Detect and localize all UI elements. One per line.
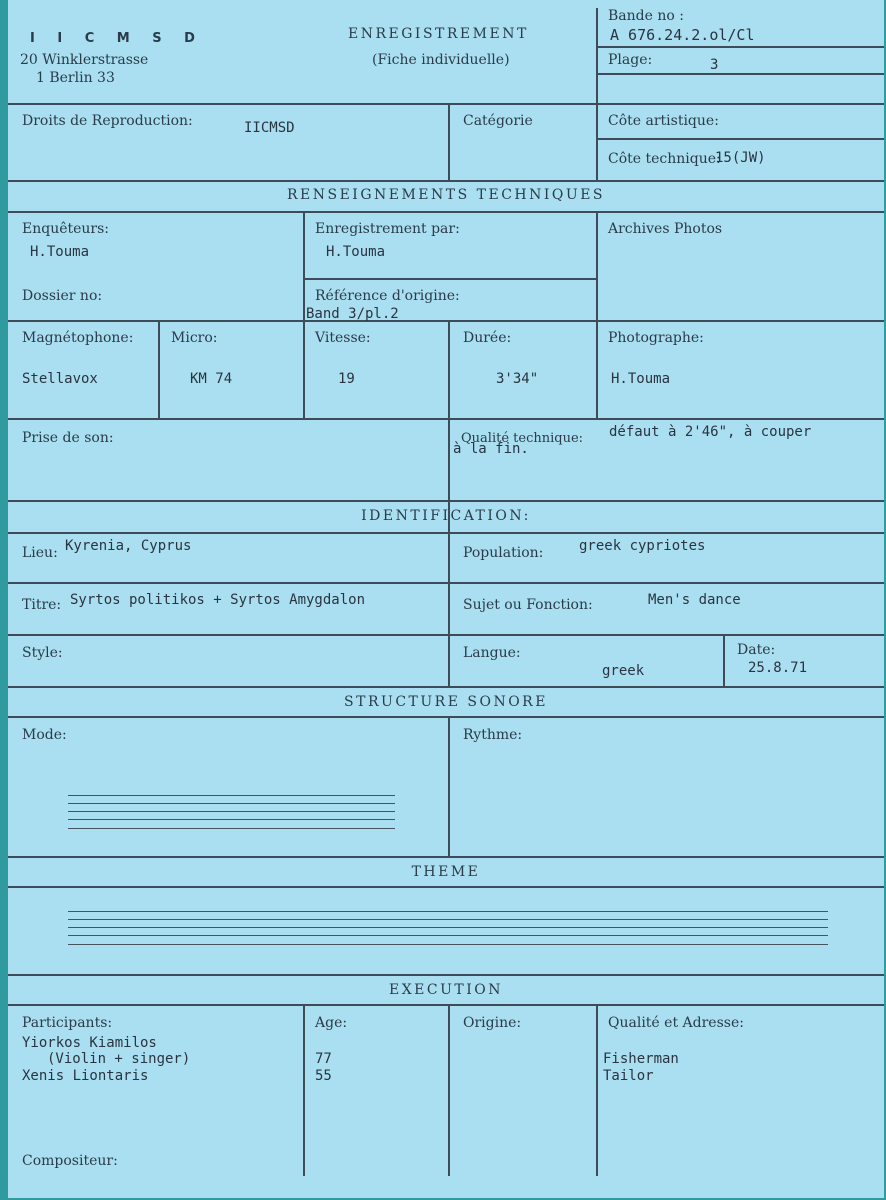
participant-age: 55	[315, 1068, 332, 1084]
rule	[448, 716, 450, 856]
org-name: I I C M S D	[30, 31, 204, 46]
participant-name: Yiorkos Kiamilos	[22, 1035, 157, 1051]
rule	[303, 278, 596, 280]
langue-value: greek	[602, 663, 645, 679]
form-title: ENREGISTREMENT	[348, 26, 529, 42]
lieu-value: Kyrenia, Cyprus	[65, 538, 192, 554]
enqueteurs-value: H.Touma	[30, 244, 90, 260]
rule	[8, 103, 884, 105]
reference-label: Référence d'origine:	[315, 288, 460, 304]
form-subtitle: (Fiche individuelle)	[372, 52, 510, 68]
participant-qualite: Fisherman	[603, 1051, 679, 1067]
rule	[596, 103, 598, 180]
address-line-1: 20 Winklerstrasse	[20, 52, 149, 68]
rule	[8, 320, 884, 322]
record-card	[8, 0, 884, 1198]
rule	[448, 418, 450, 686]
micro-value: KM 74	[190, 371, 233, 387]
date-value: 25.8.71	[748, 660, 808, 676]
sujet-label: Sujet ou Fonction:	[463, 597, 593, 613]
qualite-adresse-label: Qualité et Adresse:	[608, 1015, 744, 1031]
duree-label: Durée:	[463, 330, 512, 346]
compositeur-label: Compositeur:	[22, 1153, 118, 1169]
rule	[8, 974, 884, 976]
archives-photos-label: Archives Photos	[608, 221, 723, 237]
reference-value: Band 3/pl.2	[306, 306, 399, 322]
qualite-technique-value-line1: défaut à 2'46", à couper	[609, 424, 812, 440]
address-line-2: 1 Berlin 33	[36, 70, 115, 86]
rule	[158, 320, 160, 418]
prise-de-son-label: Prise de son:	[22, 430, 114, 446]
rule	[448, 320, 450, 418]
vitesse-label: Vitesse:	[315, 330, 371, 346]
qualite-technique-label: Qualité technique:	[461, 431, 584, 446]
rythme-label: Rythme:	[463, 727, 523, 743]
rule	[8, 532, 884, 534]
duree-value: 3'34"	[496, 371, 539, 387]
photographe-value: H.Touma	[611, 371, 671, 387]
cote-artistique-label: Côte artistique:	[608, 113, 719, 129]
dossier-label: Dossier no:	[22, 288, 103, 304]
rule	[8, 716, 884, 718]
rule	[8, 1004, 884, 1006]
magnetophone-label: Magnétophone:	[22, 330, 134, 346]
sujet-value: Men's dance	[648, 592, 741, 608]
rule	[596, 1004, 598, 1176]
bande-label: Bande no :	[608, 8, 684, 24]
langue-label: Langue:	[463, 645, 521, 661]
rule	[448, 103, 450, 180]
rule	[8, 211, 884, 213]
titre-label: Titre:	[22, 597, 62, 613]
rule	[8, 180, 884, 182]
participant-name: Xenis Liontaris	[22, 1068, 149, 1084]
plage-value: 3	[710, 57, 719, 73]
droits-label: Droits de Reproduction:	[22, 113, 193, 129]
rule	[303, 1004, 305, 1176]
enregistrement-value: H.Touma	[326, 244, 386, 260]
participants-label: Participants:	[22, 1015, 113, 1031]
rule	[8, 634, 884, 636]
rule	[303, 211, 305, 418]
rule	[8, 582, 884, 584]
categorie-label: Catégorie	[463, 113, 533, 129]
section-execution: EXECUTION	[388, 982, 503, 998]
rule	[8, 418, 884, 420]
cote-technique-label: Côte technique:	[608, 151, 721, 167]
participant-role: (Violin + singer)	[47, 1051, 191, 1067]
enqueteurs-label: Enquêteurs:	[22, 221, 110, 237]
participant-qualite: Tailor	[603, 1068, 654, 1084]
titre-value: Syrtos politikos + Syrtos Amygdalon	[70, 592, 366, 608]
cote-technique-value: 15(JW)	[715, 150, 766, 166]
section-renseignements-techniques: RENSEIGNEMENTS TECHNIQUES	[286, 187, 606, 203]
section-theme: THEME	[411, 864, 481, 880]
population-label: Population:	[463, 545, 544, 561]
rule	[8, 886, 884, 888]
date-label: Date:	[737, 642, 776, 658]
population-value: greek cypriotes	[579, 538, 706, 554]
header-divider-bande	[596, 46, 884, 48]
plage-label: Plage:	[608, 52, 653, 68]
rule	[8, 500, 884, 502]
droits-value: IICMSD	[244, 120, 295, 136]
age-label: Age:	[315, 1015, 348, 1031]
rule	[8, 686, 884, 688]
participant-age: 77	[315, 1051, 332, 1067]
rule	[596, 138, 884, 140]
photographe-label: Photographe:	[608, 330, 704, 346]
section-identification: IDENTIFICATION:	[361, 508, 531, 524]
rule	[723, 634, 725, 686]
rule	[448, 1004, 450, 1176]
rule	[8, 856, 884, 858]
mode-label: Mode:	[22, 727, 67, 743]
enregistrement-label: Enregistrement par:	[315, 221, 460, 237]
origine-label: Origine:	[463, 1015, 522, 1031]
rule	[596, 211, 598, 418]
header-divider-plage	[596, 73, 884, 75]
vitesse-value: 19	[338, 371, 355, 387]
lieu-label: Lieu:	[22, 545, 58, 561]
header-divider-right	[596, 8, 598, 103]
style-label: Style:	[22, 645, 63, 661]
magnetophone-value: Stellavox	[22, 371, 98, 387]
qualite-technique-value-line2: à la fin.	[453, 441, 529, 457]
micro-label: Micro:	[171, 330, 218, 346]
section-structure-sonore: STRUCTURE SONORE	[344, 694, 548, 710]
bande-value: A 676.24.2.ol/Cl	[610, 26, 755, 44]
